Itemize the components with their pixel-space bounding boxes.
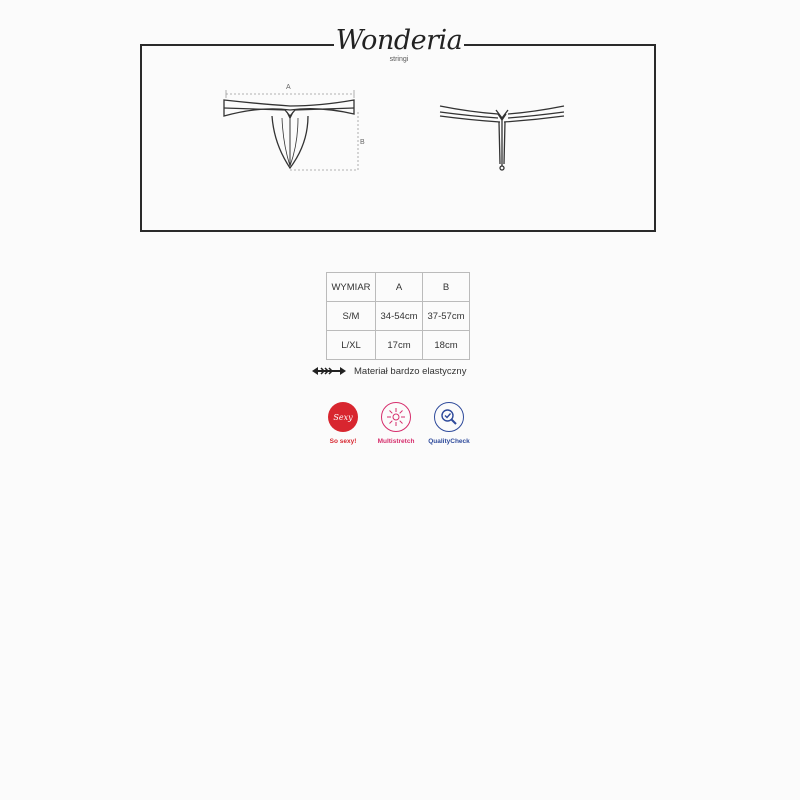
table-cell: 37-57cm	[423, 302, 470, 331]
product-line-drawing	[140, 44, 656, 232]
table-header-cell: B	[423, 273, 470, 302]
front-view-drawing	[224, 90, 358, 170]
stretch-note-text: Materiał bardzo elastyczny	[354, 365, 467, 377]
table-header-cell: WYMIAR	[327, 273, 376, 302]
table-header-row	[327, 273, 470, 302]
stretch-note	[312, 365, 466, 377]
size-table	[326, 272, 470, 360]
table-row	[327, 302, 470, 331]
dimension-b-label: B	[360, 139, 365, 146]
badge-so-sexy	[313, 402, 373, 445]
product-type: stringi	[389, 56, 409, 63]
dimension-a-label: A	[286, 84, 291, 91]
table-cell: 17cm	[376, 331, 423, 360]
table-row	[327, 331, 470, 360]
badge-label: Multistretch	[377, 438, 415, 445]
badge-quality-check	[419, 402, 479, 445]
table-cell: L/XL	[327, 331, 376, 360]
sexy-icon	[328, 402, 358, 432]
badge-label: So sexy!	[329, 438, 357, 445]
brand-block	[334, 25, 464, 70]
badge-multistretch	[366, 402, 426, 445]
brand-logo: Wonderia	[335, 25, 463, 56]
magnifier-check-glyph	[439, 407, 459, 427]
quality-check-icon	[434, 402, 464, 432]
table-cell: 34-54cm	[376, 302, 423, 331]
table-header-cell: A	[376, 273, 423, 302]
sexy-icon-text: Sexy	[333, 412, 353, 422]
multistretch-icon	[381, 402, 411, 432]
stretch-arrows-icon	[312, 366, 346, 376]
table-cell: S/M	[327, 302, 376, 331]
back-view-drawing	[440, 106, 564, 170]
multistretch-glyph	[386, 407, 406, 427]
badge-label: QualityCheck	[428, 438, 470, 445]
table-cell: 18cm	[423, 331, 470, 360]
